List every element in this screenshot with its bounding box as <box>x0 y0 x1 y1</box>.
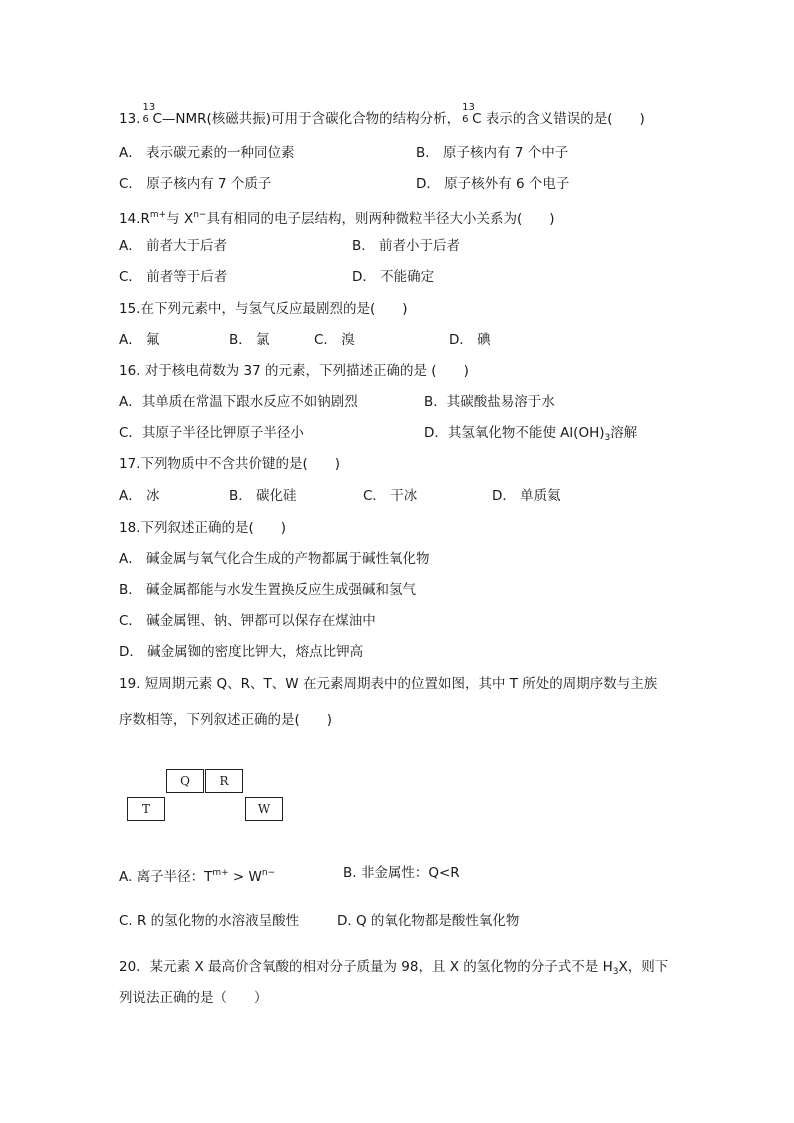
question-15: 15.在下列元素中，与氢气反应最剧烈的是( ) <box>119 301 408 317</box>
cell-t: T <box>127 797 165 821</box>
option-b[interactable]: B． 氯 <box>229 332 270 348</box>
option-b[interactable]: B．其碳酸盐易溶于水 <box>424 394 555 410</box>
cell-r: R <box>205 769 243 793</box>
question-17: 17.下列物质中不含共价键的是( ) <box>119 456 341 472</box>
question-19-continued: 序数相等，下列叙述正确的是( ) <box>119 712 333 728</box>
option-d[interactable]: D． 原子核外有 6 个电子 <box>416 176 570 192</box>
option-b[interactable]: B. 非金属性：Q<R <box>343 865 460 881</box>
question-13 <box>119 102 645 128</box>
option-b[interactable]: B． 前者小于后者 <box>352 238 461 254</box>
option-c[interactable]: C． 碱金属锂、钠、钾都可以保存在煤油中 <box>119 613 376 629</box>
option-c[interactable]: C．其原子半径比钾原子半径小 <box>119 425 304 441</box>
isotope-notation: 13 6 <box>462 102 475 125</box>
question-16: 16. 对于核电荷数为 37 的元素，下列描述正确的是 ( ) <box>119 363 469 379</box>
cell-w: W <box>245 797 283 821</box>
question-20: 20．某元素 X 最高价含氧酸的相对分子质量为 98，且 X 的氢化物的分子式不是 $H_3X$，则下 <box>119 959 669 977</box>
question-number: 13. <box>119 111 141 127</box>
cell-q: Q <box>166 769 204 793</box>
question-18: 18.下列叙述正确的是( ) <box>119 520 287 536</box>
option-a[interactable]: A. 离子半径：$T^{m+} > W^{n-}$ <box>119 868 276 885</box>
option-d[interactable]: D． 碘 <box>449 332 491 348</box>
option-d[interactable]: D．其氢氧化物不能使 $Al(OH)_3$溶解 <box>424 425 638 443</box>
option-b[interactable]: B． 碳化硅 <box>229 488 297 504</box>
question-text: C—NMR(核磁共振)可用于含碳化合物的结构分析， <box>152 111 461 127</box>
option-a[interactable]: A．其单质在常温下跟水反应不如钠剧烈 <box>119 394 358 410</box>
option-a[interactable]: A． 前者大于后者 <box>119 238 228 254</box>
option-c[interactable]: C． 干冰 <box>363 488 418 504</box>
option-c[interactable]: C. R 的氢化物的水溶液呈酸性 <box>119 913 300 929</box>
option-b[interactable]: B． 原子核内有 7 个中子 <box>416 145 569 161</box>
option-b[interactable]: B． 碱金属都能与水发生置换反应生成强碱和氢气 <box>119 582 417 598</box>
option-d[interactable]: D． 单质氦 <box>492 488 561 504</box>
option-c[interactable]: C． 前者等于后者 <box>119 269 228 285</box>
option-a[interactable]: A． 表示碳元素的一种同位素 <box>119 145 295 161</box>
question-19: 19. 短周期元素 Q、R、T、W 在元素周期表中的位置如图，其中 T 所处的周期序数与主族 <box>119 676 658 692</box>
option-d[interactable]: D. Q 的氧化物都是酸性氧化物 <box>337 913 520 929</box>
isotope-notation: 13 6 <box>142 102 156 125</box>
option-a[interactable]: A． 冰 <box>119 488 160 504</box>
question-text: C 表示的含义错误的是( ) <box>472 111 645 127</box>
option-c[interactable]: C． 原子核内有 7 个质子 <box>119 176 272 192</box>
option-a[interactable]: A． 碱金属与氧气化合生成的产物都属于碱性氧化物 <box>119 551 430 567</box>
option-d[interactable]: D． 不能确定 <box>352 269 435 285</box>
option-c[interactable]: C． 溴 <box>314 332 355 348</box>
question-20-continued: 列说法正确的是（ ） <box>119 990 268 1006</box>
question-14: $14.R^{m+}$与 $X^{n-}$具有相同的电子层结构，则两种微粒半径大小关系为( ) <box>119 210 555 227</box>
option-a[interactable]: A． 氟 <box>119 332 160 348</box>
option-d[interactable]: D． 碱金属铷的密度比钾大，熔点比钾高 <box>119 644 364 660</box>
